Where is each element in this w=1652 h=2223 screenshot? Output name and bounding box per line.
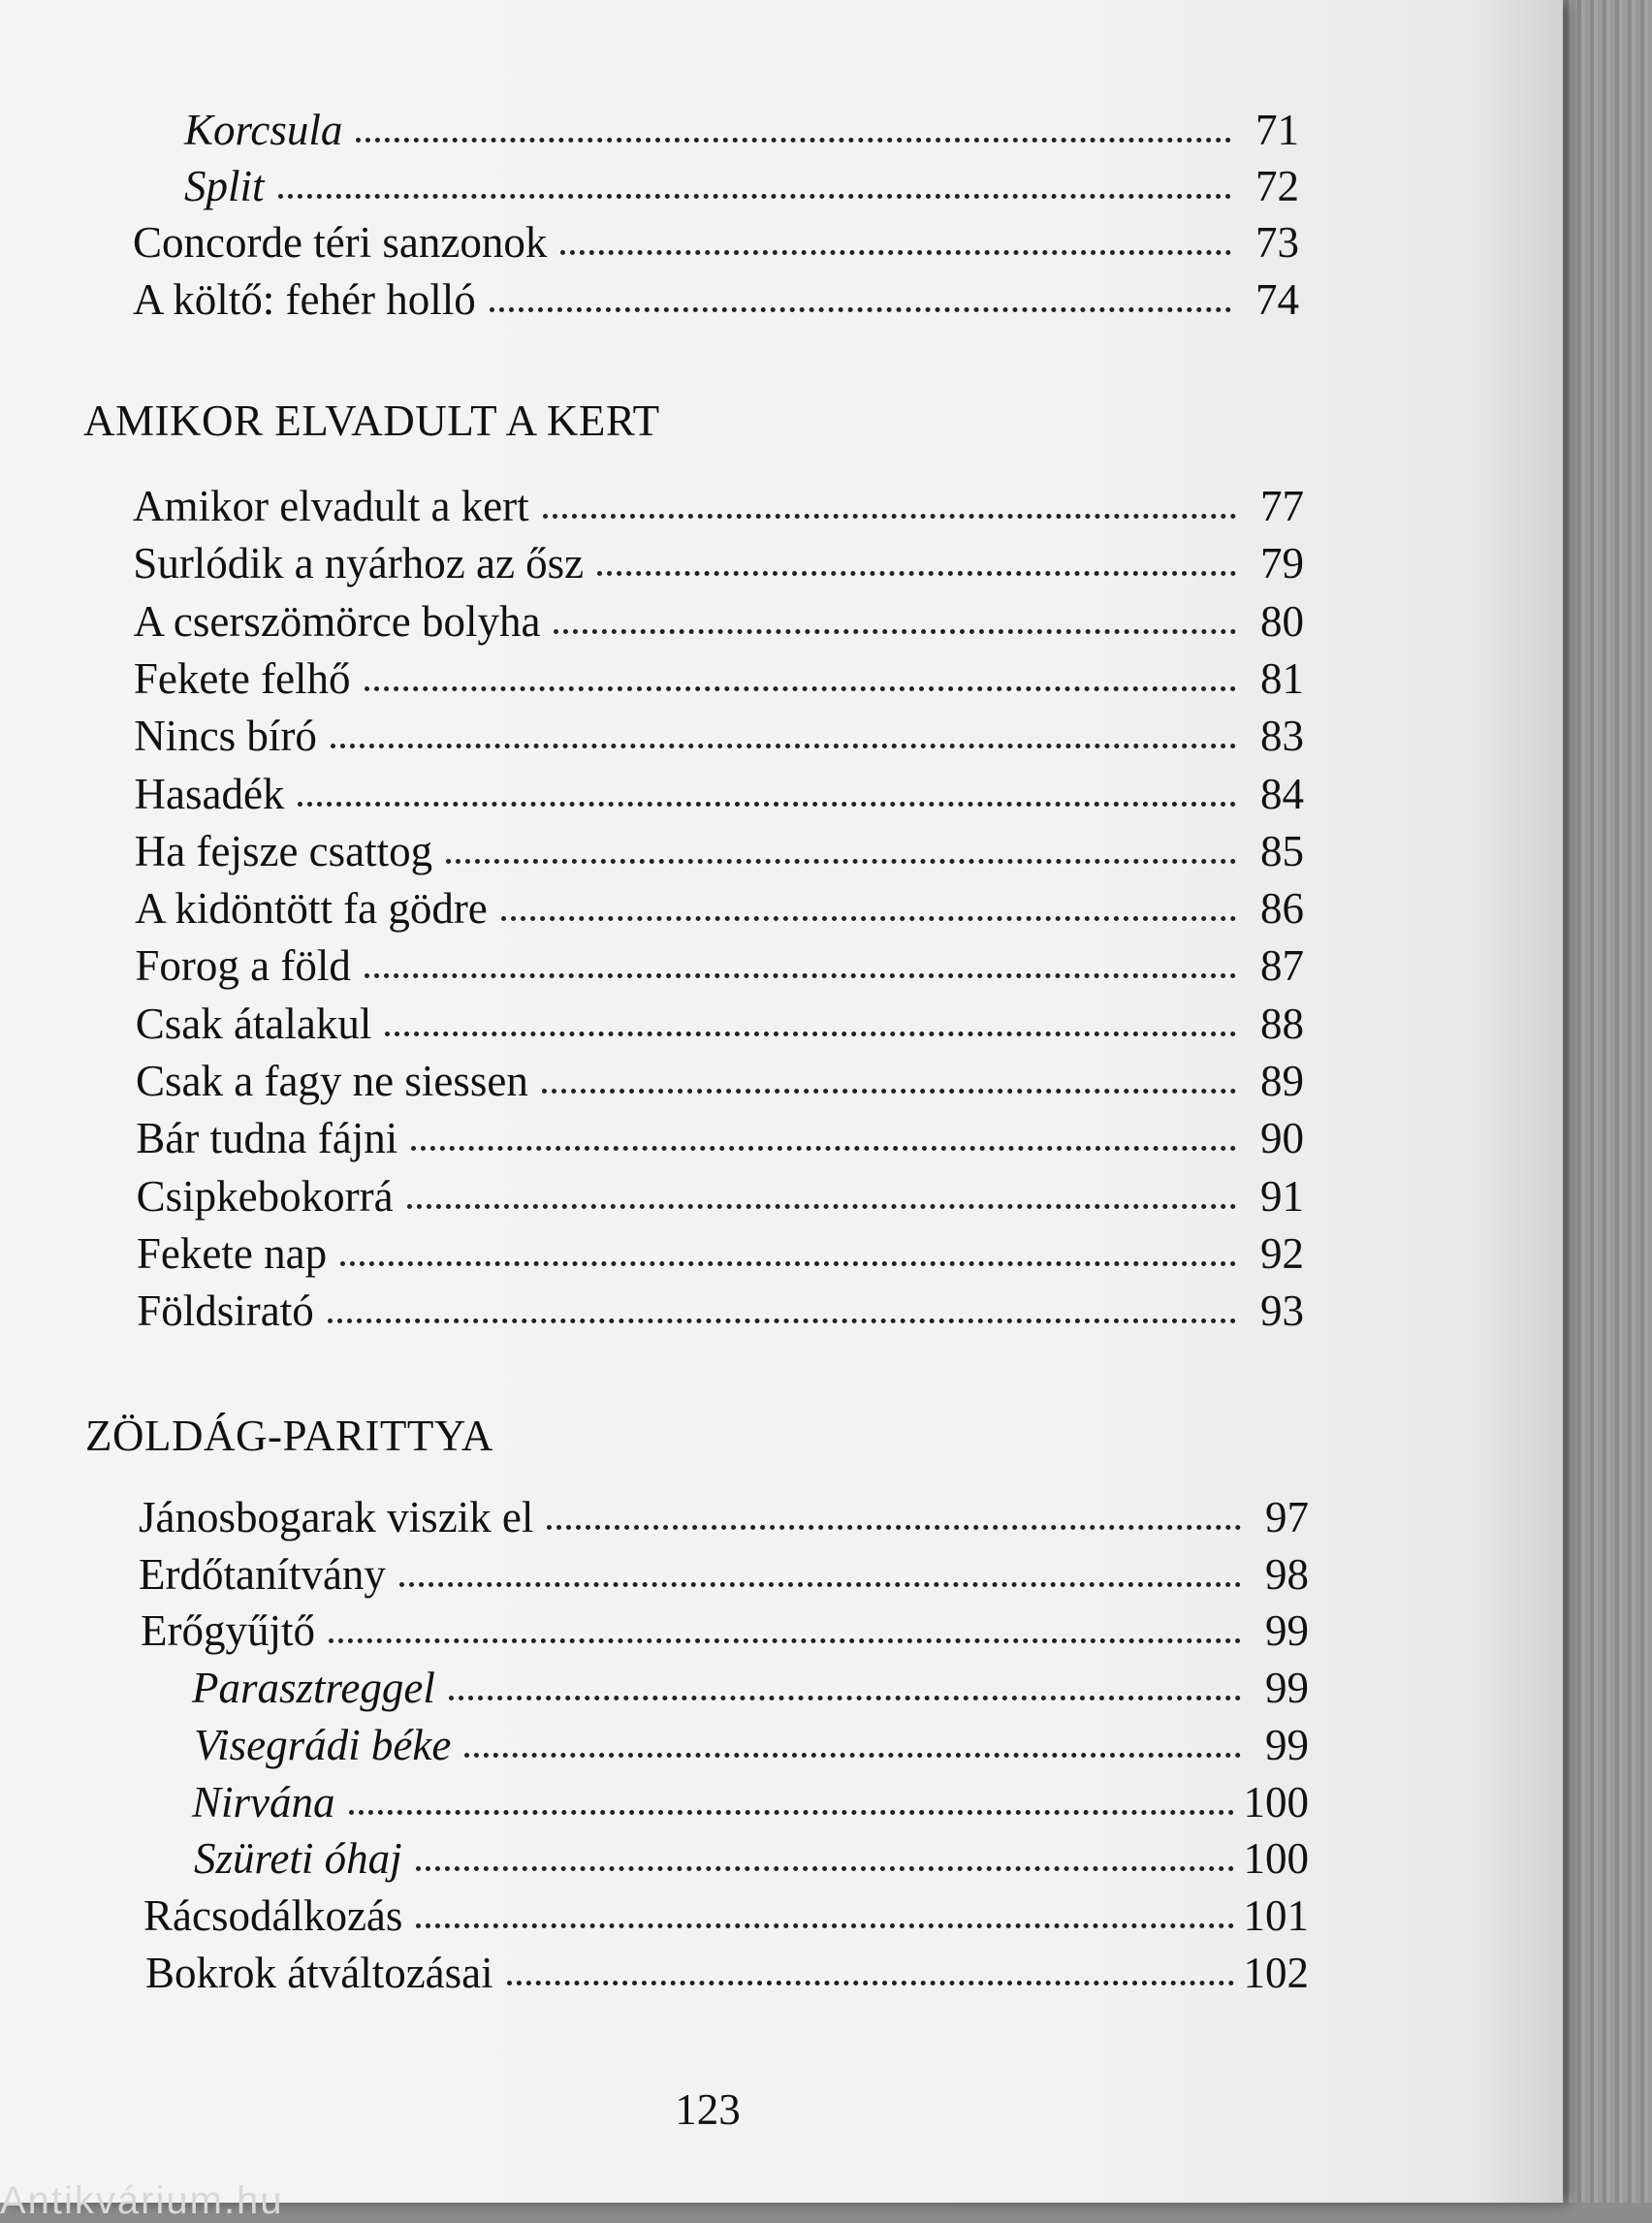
toc-entry (139, 1493, 1309, 1541)
toc-entry-title: Split (184, 162, 265, 210)
toc-entry-title: Csak átalakul (135, 999, 372, 1048)
toc-entry (136, 1057, 1304, 1105)
toc-entry (192, 1777, 1309, 1826)
dot-leader (416, 1866, 1234, 1871)
toc-entry-page: 100 (1243, 1834, 1309, 1884)
toc-entry (134, 769, 1305, 818)
toc-entry (184, 106, 1299, 154)
toc-entry-page: 101 (1243, 1890, 1309, 1940)
toc-entry-title: Parasztreggel (192, 1664, 435, 1713)
toc-entry-page: 99 (1265, 1664, 1309, 1713)
toc-entry-title: A kidöntött fa gödre (135, 884, 488, 934)
toc-entry-page: 100 (1243, 1777, 1309, 1826)
dot-leader (349, 1810, 1234, 1815)
dot-leader (278, 194, 1231, 199)
toc-entry-title: Erdőtanítvány (139, 1549, 386, 1599)
dot-leader (507, 1981, 1234, 1985)
toc-entry-page: 84 (1260, 769, 1304, 818)
toc-entry-title: Fekete felhő (133, 653, 351, 703)
toc-entry-page: 88 (1259, 999, 1304, 1048)
dot-leader (554, 629, 1236, 634)
toc-entry-page: 93 (1259, 1286, 1304, 1336)
toc-entry-title: Bokrok átváltozásai (145, 1948, 493, 1997)
dot-leader (407, 1204, 1236, 1209)
toc-entry-page: 87 (1259, 941, 1304, 991)
dot-leader (543, 514, 1236, 519)
toc-entry (135, 941, 1304, 991)
dot-leader (542, 1089, 1236, 1094)
toc-entry-title: Jánosbogarak viszik el (139, 1493, 534, 1541)
page-number: 123 (675, 2085, 741, 2134)
dot-leader (328, 1318, 1236, 1323)
toc-entry-page: 80 (1259, 596, 1304, 646)
toc-entry-page: 79 (1259, 539, 1304, 588)
toc-entry-title: Korcsula (184, 106, 343, 154)
toc-entry (136, 1114, 1304, 1163)
toc-entry (194, 1834, 1309, 1884)
toc-entry-title: Fekete nap (136, 1228, 328, 1278)
toc-entry-page: 86 (1259, 884, 1304, 934)
toc-entry-page: 71 (1255, 106, 1299, 154)
toc-entry-title: Forog a föld (135, 941, 351, 991)
toc-entry-title: Nirvána (192, 1777, 335, 1826)
toc-entry-page: 74 (1255, 275, 1299, 324)
toc-entry-page: 92 (1259, 1228, 1304, 1278)
toc-entry (143, 1890, 1309, 1940)
toc-entry (133, 653, 1304, 703)
toc-entry-page: 89 (1260, 1057, 1304, 1105)
dot-leader (597, 571, 1236, 576)
toc-entry (139, 1549, 1309, 1599)
toc-entry-title: Ha fejsze csattog (134, 826, 433, 875)
toc-entry-page: 97 (1265, 1493, 1309, 1541)
section-heading: ZÖLDÁG-PARITTYA (85, 1412, 493, 1460)
toc-entry-title: Földsirató (137, 1286, 314, 1336)
toc-entry (145, 1948, 1309, 1997)
dot-leader (385, 1032, 1236, 1036)
dot-leader (331, 744, 1236, 748)
toc-entry-page: 99 (1265, 1606, 1309, 1656)
dot-leader (547, 1525, 1241, 1530)
toc-entry-title: Concorde téri sanzonok (133, 218, 548, 267)
toc-entry (194, 1720, 1309, 1769)
toc-entry-page: 90 (1259, 1114, 1304, 1163)
toc-entry-title: Csipkebokorrá (136, 1171, 394, 1221)
toc-entry-title: Rácsodálkozás (143, 1890, 403, 1940)
dot-leader (411, 1146, 1236, 1151)
toc-entry (135, 884, 1304, 934)
toc-entry-title: Visegrádi béke (194, 1720, 452, 1769)
toc-entry-page: 102 (1243, 1948, 1309, 1997)
toc-entry-title: Hasadék (134, 769, 285, 818)
dot-leader (560, 250, 1231, 255)
dot-leader (490, 307, 1231, 312)
toc-entry (133, 275, 1299, 324)
toc-entry (133, 596, 1304, 646)
toc-entry-title: Szüreti óhaj (194, 1834, 402, 1884)
toc-entry (135, 999, 1304, 1048)
toc-entry (136, 1171, 1304, 1221)
toc-entry-title: Csak a fagy ne siessen (136, 1057, 528, 1105)
watermark-text: Antikvárium.hu (0, 2179, 284, 2222)
toc-entry-title: Erőgyűjtő (141, 1606, 315, 1656)
toc-entry (192, 1664, 1309, 1713)
toc-entry-title: Surlódik a nyárhoz az ősz (133, 539, 585, 588)
dot-leader (329, 1638, 1241, 1643)
dot-leader (501, 916, 1236, 921)
toc-entry-title: Amikor elvadult a kert (133, 482, 529, 530)
dot-leader (365, 973, 1236, 978)
toc-entry (133, 482, 1304, 530)
toc-entry (184, 162, 1299, 210)
toc-entry (136, 1228, 1304, 1278)
section-heading: AMIKOR ELVADULT A KERT (83, 397, 660, 445)
dot-leader (298, 802, 1236, 807)
toc-entry-title: Bár tudna fájni (136, 1114, 398, 1163)
toc-entry-page: 99 (1265, 1720, 1309, 1769)
toc-entry-page: 81 (1259, 653, 1304, 703)
toc-entry (133, 539, 1304, 588)
dot-leader (365, 686, 1236, 691)
toc-entry (141, 1606, 1309, 1656)
toc-entry-title: A cserszömörce bolyha (133, 596, 541, 646)
toc-entry-page: 85 (1259, 826, 1304, 875)
toc-entry-page: 73 (1255, 218, 1299, 267)
toc-entry-title: A költő: fehér holló (133, 275, 476, 324)
toc-entry (134, 712, 1304, 761)
toc-entry-page: 83 (1259, 712, 1304, 761)
toc-entry-page: 77 (1260, 482, 1304, 530)
toc-entry-page: 98 (1265, 1549, 1309, 1599)
dot-leader (464, 1753, 1241, 1758)
dot-leader (449, 1696, 1241, 1700)
dot-leader (340, 1261, 1236, 1266)
toc-entry-page: 72 (1255, 162, 1299, 210)
toc-entry-page: 91 (1259, 1171, 1304, 1221)
dot-leader (446, 859, 1236, 864)
dot-leader (416, 1923, 1233, 1928)
toc-entry (137, 1286, 1304, 1336)
dot-leader (399, 1582, 1241, 1587)
toc-entry (133, 218, 1299, 267)
toc-entry (134, 826, 1304, 875)
toc-entry-title: Nincs bíró (134, 712, 317, 761)
dot-leader (356, 138, 1231, 143)
